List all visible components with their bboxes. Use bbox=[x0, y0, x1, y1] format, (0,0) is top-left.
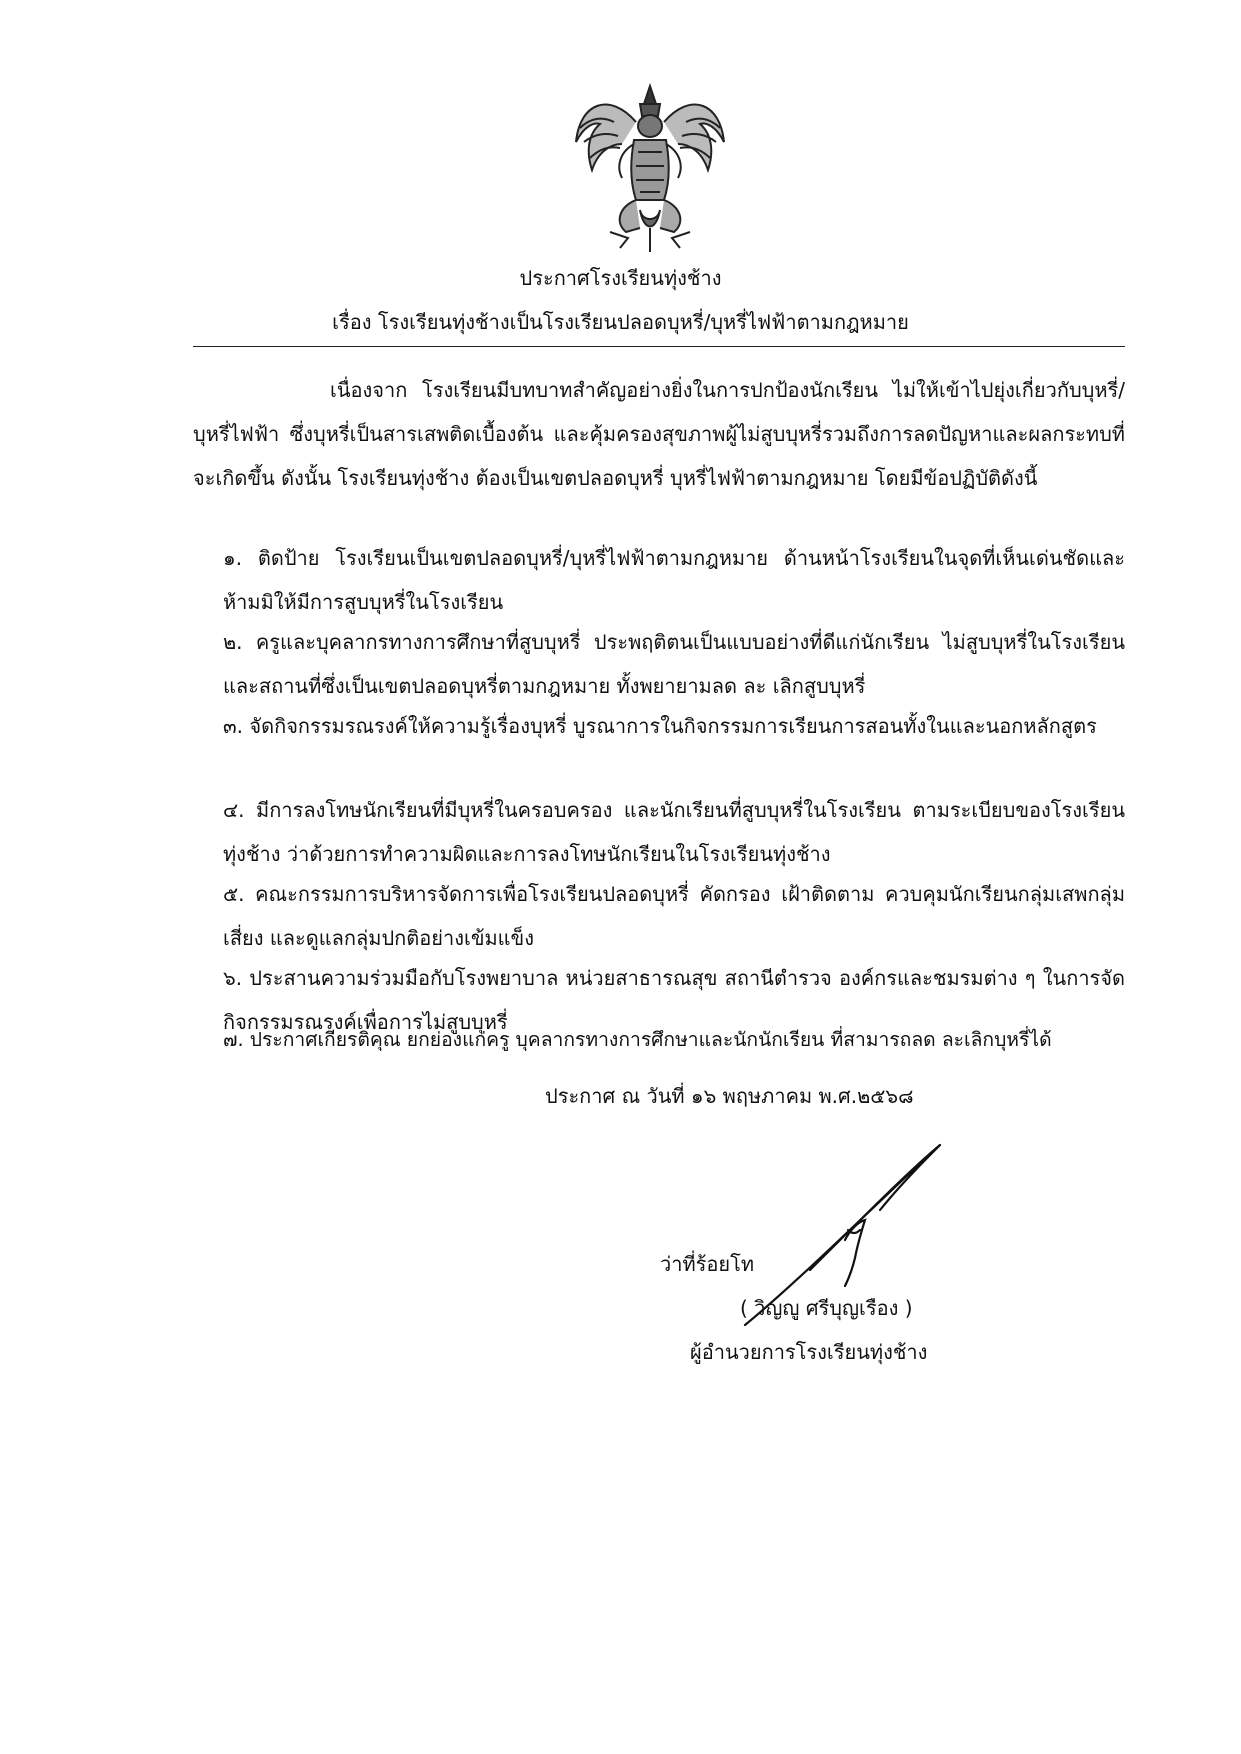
garuda-emblem-icon bbox=[570, 82, 730, 257]
list-item-5: ๕. คณะกรรมการบริหารจัดการเพื่อโรงเรียนปลอดบุหรี่ คัดกรอง เฝ้าติดตาม ควบคุมนักเรียนกลุ่มเสพกลุ่มเสี่ยง และดูแลกลุ่มปกติอย่างเข้มแข็ง bbox=[223, 882, 1125, 950]
announcement-title: ประกาศโรงเรียนทุ่งช้าง bbox=[519, 266, 722, 290]
signer-rank: ว่าที่ร้อยโท bbox=[660, 1252, 755, 1276]
signer-name: ( วิญญู ศรีบุญเรือง ) bbox=[740, 1296, 913, 1320]
list-item-1: ๑. ติดป้าย โรงเรียนเป็นเขตปลอดบุหรี่/บุหรี่ไฟฟ้าตามกฎหมาย ด้านหน้าโรงเรียนในจุดที่เห็นเด่นชัดและห้ามมิให้มีการสูบบุหรี่ในโรงเรียน bbox=[223, 546, 1125, 614]
list-item-4: ๔. มีการลงโทษนักเรียนที่มีบุหรี่ในครอบครอง และนักเรียนที่สูบบุหรี่ในโรงเรียน ตามระเบียบของโรงเรียนทุ่งช้าง ว่าด้วยการทำความผิดและการลงโทษนักเรียนในโรงเรียนทุ่งช้าง bbox=[223, 798, 1125, 866]
header-divider bbox=[193, 346, 1125, 347]
signer-position: ผู้อำนวยการโรงเรียนทุ่งช้าง bbox=[690, 1340, 928, 1364]
intro-paragraph: เนื่องจาก โรงเรียนมีบทบาทสำคัญอย่างยิ่งในการปกป้องนักเรียน ไม่ให้เข้าไปยุ่งเกี่ยวกับบุหรี่/บุหรี่ไฟฟ้า ซึ่งบุหรี่เป็นสารเสพติดเบื้องต้น และคุ้มครองสุขภาพผู้ไม่สูบบุหรี่รวมถึงการลดปัญหาและผลกระทบที่จะเกิดขึ้น ดังนั้น โรงเรียนทุ่งช้าง ต้องเป็นเขตปลอดบุหรี่ บุหรี่ไฟฟ้าตามกฎหมาย โดยมีข้อปฏิบัติดังนี้ bbox=[193, 378, 1125, 490]
announcement-subject: เรื่อง โรงเรียนทุ่งช้างเป็นโรงเรียนปลอดบุหรี่/บุหรี่ไฟฟ้าตามกฎหมาย bbox=[332, 310, 909, 334]
announcement-date: ประกาศ ณ วันที่ ๑๖ พฤษภาคม พ.ศ.๒๕๖๘ bbox=[545, 1084, 914, 1108]
list-item-3: ๓. จัดกิจกรรมรณรงค์ให้ความรู้เรื่องบุหรี่ บูรณาการในกิจกรรมการเรียนการสอนทั้งในและนอกหลักสูตร bbox=[223, 714, 1097, 738]
list-item-7: ๗. ประกาศเกียรติคุณ ยกย่องแก่ครู บุคลากรทางการศึกษาและนักนักเรียน ที่สามารถลด ละเลิกบุหรี่ได้ bbox=[223, 1028, 1052, 1051]
list-item-6: ๖. ประสานความร่วมมือกับโรงพยาบาล หน่วยสาธารณสุข สถานีตำรวจ องค์กรและชมรมต่าง ๆ ในการจัดกิจกรรมรณรงค์เพื่อการไม่สูบบุหรี่ bbox=[223, 966, 1125, 1034]
list-item-2: ๒. ครูและบุคลากรทางการศึกษาที่สูบบุหรี่ ประพฤติตนเป็นแบบอย่างที่ดีแก่นักเรียน ไม่สูบบุหรี่ในโรงเรียนและสถานที่ซึ่งเป็นเขตปลอดบุหรี่ตามกฎหมาย ทั้งพยายามลด ละ เลิกสูบบุหรี่ bbox=[223, 630, 1125, 698]
